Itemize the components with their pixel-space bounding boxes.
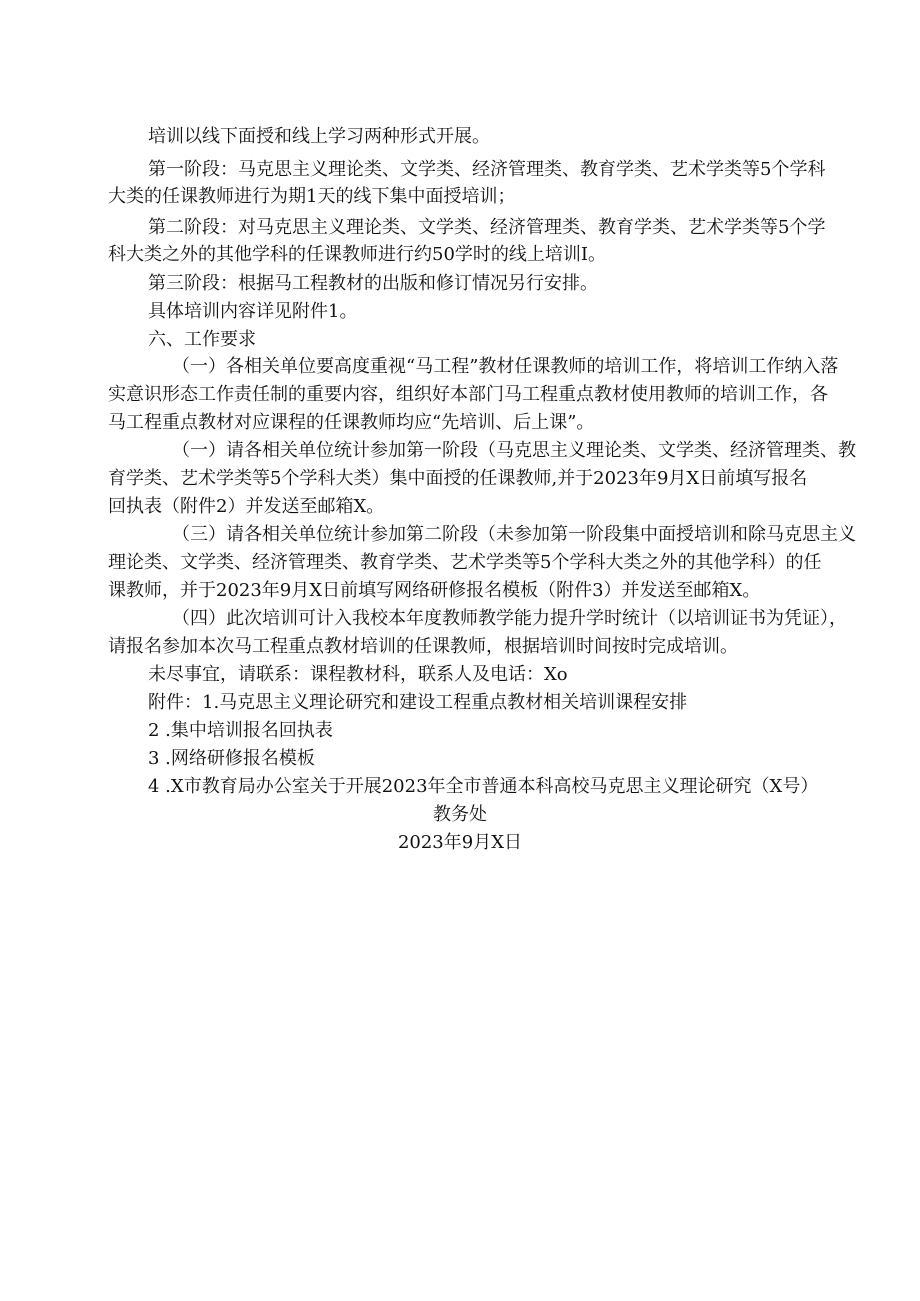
requirement-3-line-2: 理论类、文学类、经济管理类、教育学类、艺术学类等5个学科大类之外的其他学科）的任 xyxy=(108,552,822,573)
paragraph-stage-three: 第三阶段：根据马工程教材的出版和修订情况另行安排。 xyxy=(148,273,598,294)
paragraph-stage-two-line-2: 科大类之外的其他学科的任课教师进行约50学时的线上培训I。 xyxy=(108,244,607,265)
requirement-2-line-1: （一）请各相关单位统计参加第一阶段（马克思主义理论类、文学类、经济管理类、教 xyxy=(172,440,856,461)
attachment-1: 附件：1.马克思主义理论研究和建设工程重点教材相关培训课程安排 xyxy=(148,692,688,713)
issue-date: 2023年9月X日 xyxy=(397,832,523,853)
paragraph-stage-one-line-1: 第一阶段：马克思主义理论类、文学类、经济管理类、教育学类、艺术学类等5个学科 xyxy=(148,159,826,180)
section-heading-work-requirements: 六、工作要求 xyxy=(148,329,256,350)
requirement-4-line-1: （四）此次培训可计入我校本年度教师教学能力提升学时统计（以培训证书为凭证）， xyxy=(172,608,847,629)
requirement-2-line-3: 回执表（附件2）并发送至邮箱X。 xyxy=(108,496,385,517)
requirement-2-line-2: 育学类、艺术学类等5个学科大类）集中面授的任课教师,并于2023年9月X日前填写报名 xyxy=(108,468,808,489)
paragraph-stage-two-line-1: 第二阶段：对马克思主义理论类、文学类、经济管理类、教育学类、艺术学类等5个学 xyxy=(148,217,826,238)
requirement-1-line-3: 马工程重点教材对应课程的任课教师均应“先培训、后上课”。 xyxy=(108,412,595,433)
attachment-2: 2 .集中培训报名回执表 xyxy=(148,720,333,741)
attachment-3: 3 .网络研修报名模板 xyxy=(148,748,315,769)
requirement-1-line-1: （一）各相关单位要高度重视“马工程”教材任课教师的培训工作，将培训工作纳入落 xyxy=(172,356,839,377)
requirement-1-line-2: 实意识形态工作责任制的重要内容，组织好本部门马工程重点教材使用教师的培训工作，各 xyxy=(108,384,828,405)
paragraph-training-content: 具体培训内容详见附件1。 xyxy=(148,301,358,322)
requirement-3-line-3: 课教师，并于2023年9月X日前填写网络研修报名模板（附件3）并发送至邮箱X。 xyxy=(108,580,761,601)
issuer-name: 教务处 xyxy=(433,804,487,825)
paragraph-stage-one-line-2: 大类的任课教师进行为期1天的线下集中面授培训； xyxy=(108,186,516,207)
paragraph-training-format: 培训以线下面授和线上学习两种形式开展。 xyxy=(148,126,490,147)
attachment-4: 4 .X市教育局办公室关于开展2023年全市普通本科高校马克思主义理论研究（X号） xyxy=(148,776,819,797)
requirement-4-line-2: 请报名参加本次马工程重点教材培训的任课教师，根据培训时间按时完成培训。 xyxy=(108,636,738,657)
contact-info: 未尽事宜，请联系：课程教材科，联系人及电话：Xo xyxy=(148,664,568,685)
requirement-3-line-1: （三）请各相关单位统计参加第二阶段（未参加第一阶段集中面授培训和除马克思主义 xyxy=(172,524,856,545)
